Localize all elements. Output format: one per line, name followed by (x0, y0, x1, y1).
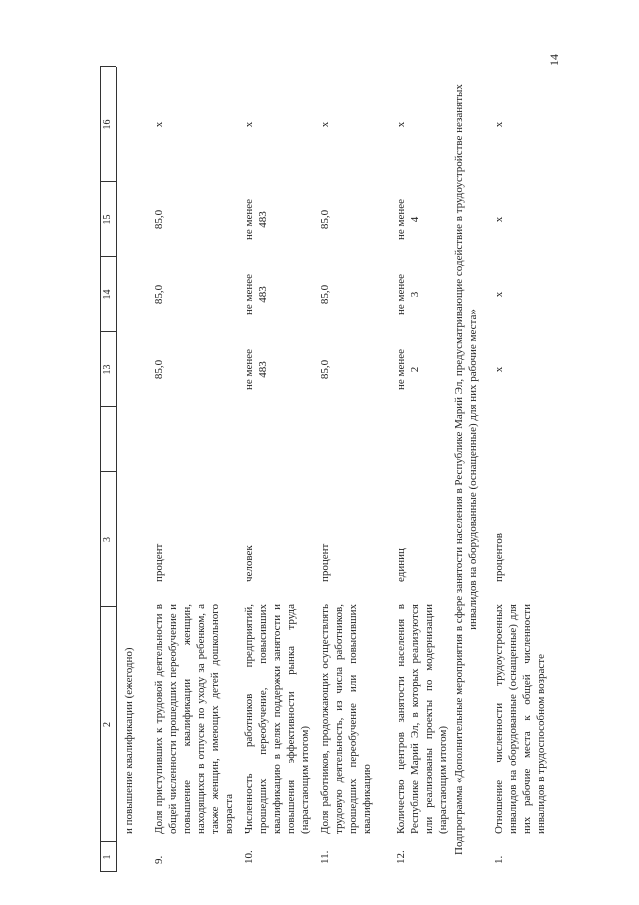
table-top-border (100, 67, 101, 872)
indicator-name: Доля работников, продолжающих осуществлять трудовую деятельность, из числа работников, прошедших переобучение или повысивших квалификацию (319, 604, 373, 834)
value-cell: х (493, 366, 505, 373)
value-cell: 85,0 (319, 359, 331, 380)
value-cell: х (243, 121, 255, 128)
column-header: 16 (102, 119, 113, 130)
indicator-name: Количество центров занятости населения в Республике Марий Эл, в которых реализуются или реализованы проекты по модернизации (нарастающим итогом) (395, 604, 449, 834)
column-header: 3 (102, 537, 113, 542)
value-cell: 85,0 (153, 359, 165, 380)
page-number: 14 (547, 54, 561, 66)
value-cell: 85,0 (319, 209, 331, 230)
row-number: 9. (153, 855, 165, 864)
value-cell: не менее 483 (243, 349, 269, 391)
continuation-text: и повышение квалификации (ежегодно) (123, 647, 135, 834)
rotated-table-page (100, 67, 547, 872)
unit-cell: процент (319, 543, 331, 582)
indicator-name: Отношение численности трудоустроенных инвалидов на оборудованные (оснащенные) для них рабочие места к общей численности инвалидов в трудоспособном возрасте (493, 604, 547, 834)
row-number: 1. (493, 855, 505, 864)
unit-cell: единиц (395, 548, 407, 582)
value-cell: не менее 483 (243, 199, 269, 241)
value-cell: 85,0 (153, 284, 165, 305)
value-cell: не менее 2 (395, 349, 421, 391)
unit-cell: процентов (493, 533, 505, 582)
value-cell: не менее 3 (395, 274, 421, 316)
column-header: 15 (102, 214, 113, 225)
value-cell: не менее 4 (395, 199, 421, 241)
subprogram-title: Подпрограмма «Дополнительные мероприятия в сфере занятости населения в Республике Марий Эл, предусматривающие содействие в трудоустройстве незанятых инвалидов на оборудованные (оснащенные) для них рабочие места» (453, 84, 479, 855)
column-header: 2 (102, 722, 113, 727)
value-cell: х (493, 216, 505, 223)
value-cell: х (493, 121, 505, 128)
value-cell: х (395, 121, 407, 128)
unit-cell: человек (243, 545, 255, 582)
column-header: 13 (102, 364, 113, 375)
column-header: 1 (102, 854, 113, 860)
value-cell: х (153, 121, 165, 128)
row-number: 10. (243, 850, 255, 864)
unit-cell: процент (153, 543, 165, 582)
value-cell: не менее 483 (243, 274, 269, 316)
row-number: 12. (395, 850, 407, 864)
indicator-name: Численность работников предприятий, прошедших переобучение, повысивших квалификацию в целях поддержки занятости и повышения эффективности рынка труда (нарастающим итогом) (243, 604, 311, 834)
value-cell: х (493, 291, 505, 298)
column-header: 14 (102, 289, 113, 300)
value-cell: х (319, 121, 331, 128)
value-cell: 85,0 (153, 209, 165, 230)
indicator-name: Доля приступивших к трудовой деятельности в общей численности прошедших переобучение и повышение квалификации женщин, находящихся в отпуске по уходу за ребенком, а также женщин, имеющих детей дошкольного возраста (153, 604, 235, 834)
row-number: 11. (319, 850, 331, 864)
header-bottom-border (116, 67, 117, 872)
value-cell: 85,0 (319, 284, 331, 305)
